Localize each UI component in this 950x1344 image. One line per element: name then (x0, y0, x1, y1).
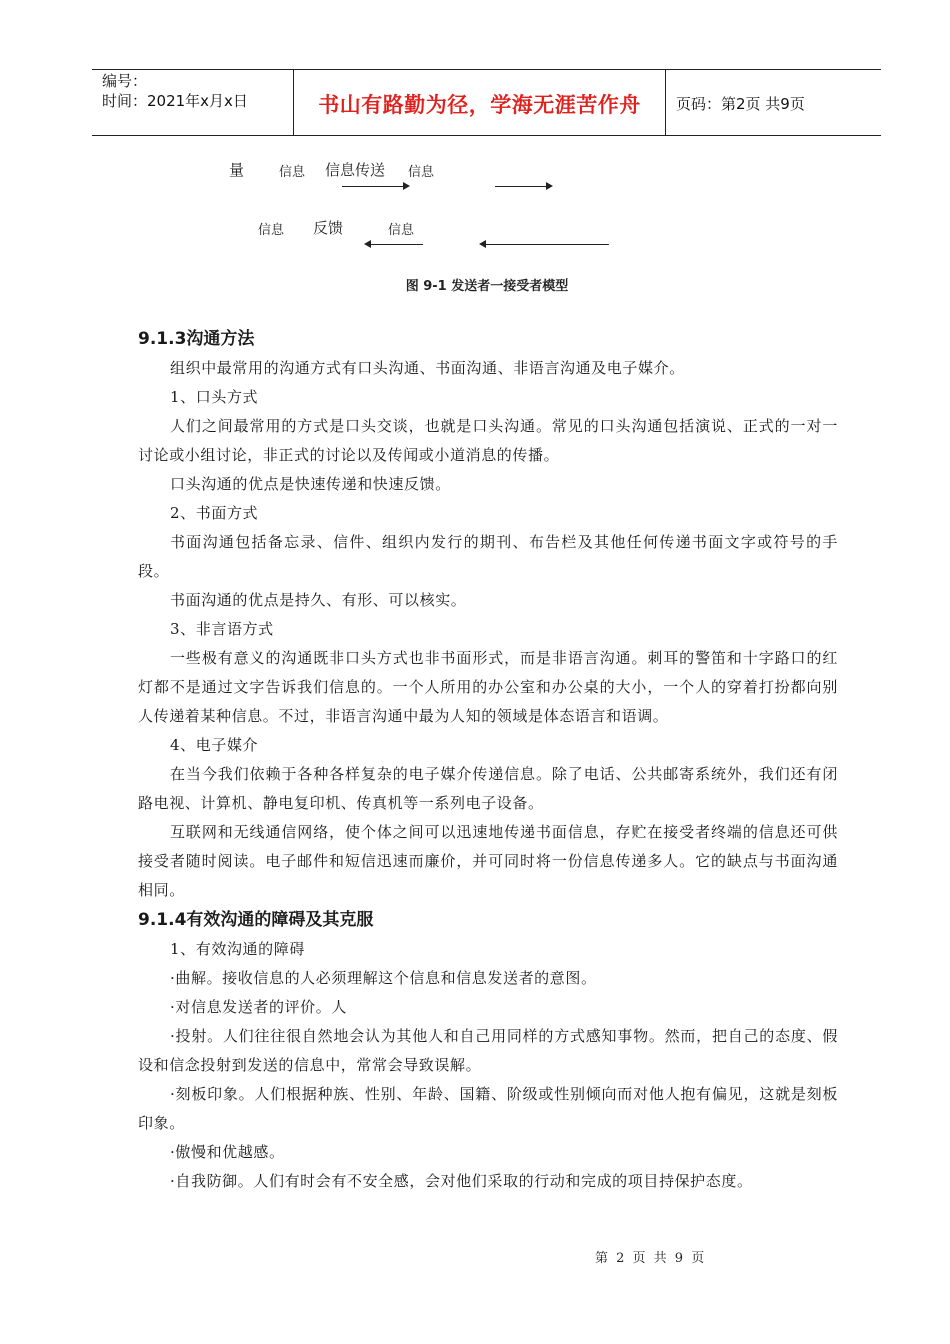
subheading-nonverbal: 3、非言语方式 (170, 620, 274, 638)
bullet-item: ·刻板印象。人们根据种族、性别、年龄、国籍、阶级或性别倾向而对他人抱有偏见，这就是刻板印象。 (138, 1085, 838, 1132)
paragraph: 组织中最常用的沟通方式有口头沟通、书面沟通、非语言沟通及电子媒介。 (170, 359, 685, 377)
diagram-label-top-3: 信息 (408, 165, 435, 180)
bullet-item: ·曲解。接收信息的人必须理解这个信息和信息发送者的意图。 (170, 969, 597, 987)
arrow-right-2 (495, 186, 551, 187)
arrow-left-2 (481, 244, 609, 245)
bullet-item: ·傲慢和优越感。 (170, 1143, 285, 1161)
diagram-label-bottom-2: 信息 (388, 223, 415, 238)
arrow-right-1 (342, 186, 408, 187)
paragraph: 书面沟通包括备忘录、信件、组织内发行的期刊、布告栏及其他任何传递书面文字或符号的手段。 (138, 533, 838, 580)
subheading-oral: 1、口头方式 (170, 388, 259, 406)
header-meta (102, 71, 248, 111)
subheading-written: 2、书面方式 (170, 504, 259, 522)
diagram-label-top-2: 信息传送 (325, 161, 386, 179)
paragraph: 一些极有意义的沟通既非口头方式也非书面形式，而是非语言沟通。刺耳的警笛和十字路口的红灯都不是通过文字告诉我们信息的。一个人所用的办公室和办公桌的大小，一个人的穿着打扮都向别人传递着某种信息。不过，非语言沟通中最为人知的领域是体态语言和语调。 (138, 649, 838, 725)
arrow-left-1 (366, 244, 423, 245)
paragraph: 人们之间最常用的方式是口头交谈，也就是口头沟通。常见的口头沟通包括演说、正式的一对一讨论或小组讨论，非正式的讨论以及传闻或小道消息的传播。 (138, 417, 838, 464)
paragraph: 书面沟通的优点是持久、有形、可以核实。 (170, 591, 467, 609)
number-label: 编号： (102, 72, 148, 90)
diagram-label-top-1: 信息 (279, 165, 306, 180)
bullet-item: ·投射。人们往往很自然地会认为其他人和自己用同样的方式感知事物。然而，把自己的态度、假设和信念投射到发送的信息中，常常会导致误解。 (138, 1027, 838, 1074)
bullet-item: ·自我防御。人们有时会有不安全感，会对他们采取的行动和完成的项目持保护态度。 (170, 1172, 753, 1190)
figure-caption: 图 9-1 发送者一接受者模型 (405, 279, 569, 294)
bullet-item: ·对信息发送者的评价。人 (170, 998, 347, 1016)
page-info: 页码：第2页 共9页 (676, 95, 805, 113)
diagram-label-bottom-0: 信息 (258, 223, 285, 238)
header-motto: 书山有路勤为径，学海无涯苦作舟 (318, 93, 641, 117)
header-divider-right (665, 69, 666, 136)
paragraph: 互联网和无线通信网络，使个体之间可以迅速地传递书面信息，存贮在接受者终端的信息还可供接受者随时阅读。电子邮件和短信迅速而廉价，并可同时将一份信息传递多人。它的缺点与书面沟通相同。 (138, 823, 838, 899)
paragraph: 口头沟通的优点是快速传递和快速反馈。 (170, 475, 451, 493)
paragraph: 在当今我们依赖于各种各样复杂的电子媒介传递信息。除了电话、公共邮寄系统外，我们还有闭路电视、计算机、静电复印机、传真机等一系列电子设备。 (138, 765, 838, 812)
subheading-electronic: 4、电子媒介 (170, 736, 259, 754)
page-footer: 第 2 页 共 9 页 (595, 1251, 707, 1266)
diagram-label-top-0: 量 (229, 161, 245, 179)
subheading-barriers: 1、有效沟通的障碍 (170, 940, 305, 958)
header-top-rule (92, 69, 881, 70)
section-heading-914: 9.1.4有效沟通的障碍及其克服 (138, 910, 374, 930)
section-heading-913: 9.1.3沟通方法 (138, 329, 255, 349)
header-bottom-rule (92, 135, 881, 136)
document-body (138, 324, 838, 1196)
diagram-label-bottom-1: 反馈 (313, 219, 344, 237)
time-label: 时间：2021年x月x日 (102, 92, 248, 110)
